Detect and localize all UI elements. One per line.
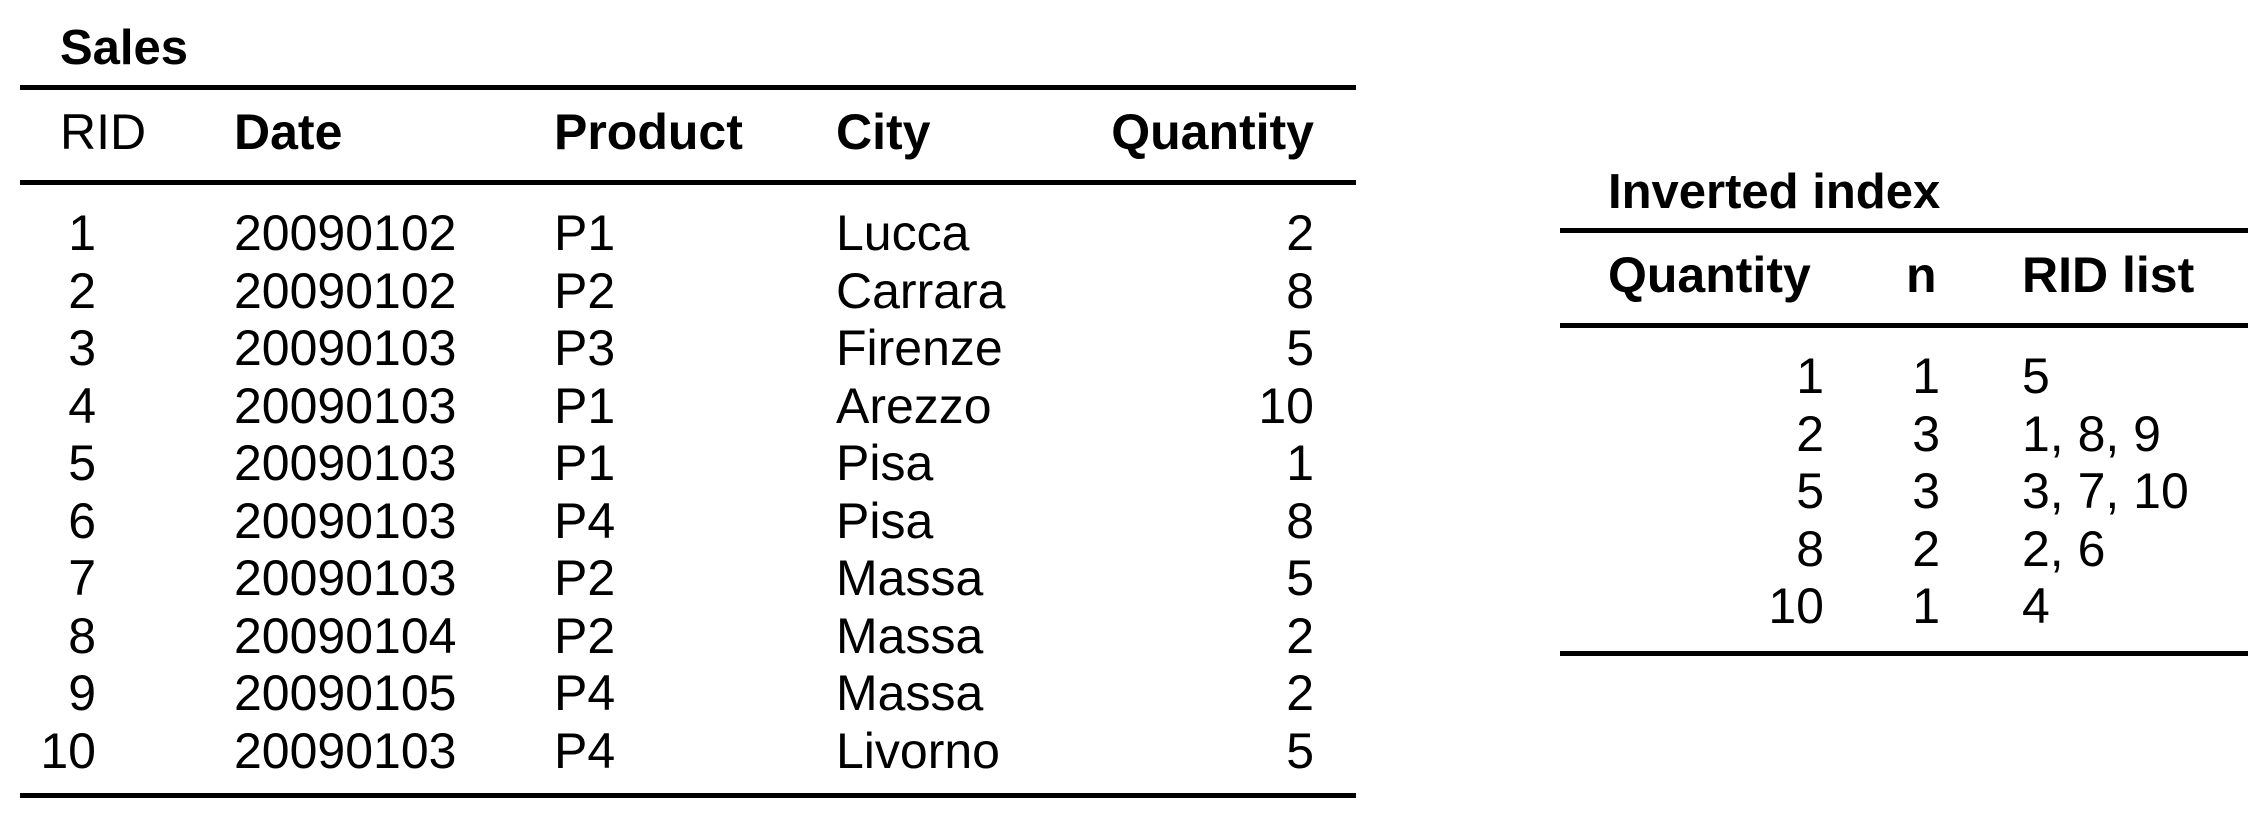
sales-table-row [0, 377, 1360, 437]
sales-header-date: Date [234, 104, 343, 160]
sales-table-row [0, 320, 1360, 379]
inverted-index-cell-rid-list: 2, 6 [2022, 520, 2106, 577]
inverted-index-cell-quantity: 10 [1768, 578, 1824, 634]
sales-cell-quantity: 8 [1286, 492, 1314, 549]
inverted-index-cell-quantity: 5 [1796, 463, 1824, 519]
sales-cell-product: P4 [554, 665, 616, 721]
sales-cell-quantity: 10 [1258, 377, 1314, 434]
inverted-index-row [1560, 405, 2262, 465]
sales-cell-date: 20090105 [234, 665, 457, 721]
sales-cell-product: P1 [554, 377, 616, 434]
sales-cell-quantity: 5 [1286, 320, 1314, 376]
sales-cell-city: Carrara [836, 262, 1006, 319]
inverted-index-table [1560, 0, 2262, 821]
sales-table-row [0, 205, 1360, 264]
inverted-index-cell-rid-list: 4 [2022, 578, 2050, 634]
inverted-index-cell-quantity: 1 [1796, 348, 1824, 404]
sales-cell-city: Pisa [836, 435, 934, 491]
sales-header-city: City [836, 104, 931, 160]
sales-cell-city: Massa [836, 550, 984, 606]
sales-cell-rid: 10 [40, 722, 96, 779]
sales-cell-rid: 2 [68, 262, 96, 319]
sales-table-row [0, 665, 1360, 724]
sales-cell-rid: 8 [68, 607, 96, 664]
sales-cell-city: Pisa [836, 492, 934, 549]
sales-cell-product: P4 [554, 722, 616, 779]
sales-table-row [0, 262, 1360, 322]
sales-cell-city: Massa [836, 607, 984, 664]
sales-cell-date: 20090103 [234, 435, 457, 491]
inverted-index-row [1560, 520, 2262, 580]
sales-table-row [0, 492, 1360, 552]
inverted-index-cell-rid-list: 5 [2022, 348, 2050, 404]
inverted-index-row [1560, 578, 2262, 637]
sales-cell-date: 20090103 [234, 377, 457, 434]
inverted-index-cell-rid-list: 3, 7, 10 [2022, 463, 2189, 519]
sales-cell-date: 20090103 [234, 722, 457, 779]
sales-cell-rid: 1 [68, 205, 96, 261]
sales-header-rule [20, 180, 1356, 185]
inverted-index-header-quantity: Quantity [1608, 247, 1811, 303]
inverted-index-header-rule [1560, 323, 2248, 328]
sales-cell-rid: 4 [68, 377, 96, 434]
sales-cell-date: 20090103 [234, 550, 457, 606]
sales-cell-product: P3 [554, 320, 616, 376]
sales-cell-quantity: 5 [1286, 550, 1314, 606]
sales-cell-quantity: 2 [1286, 607, 1314, 664]
inverted-index-cell-quantity: 8 [1796, 520, 1824, 577]
inverted-index-bottom-rule [1560, 651, 2248, 656]
sales-cell-date: 20090104 [234, 607, 457, 664]
sales-header-quantity: Quantity [1111, 104, 1314, 160]
sales-cell-rid: 9 [68, 665, 96, 721]
sales-cell-date: 20090103 [234, 492, 457, 549]
sales-cell-city: Lucca [836, 205, 970, 261]
inverted-index-header-n: n [1906, 247, 1937, 303]
sales-header-product: Product [554, 104, 743, 160]
sales-header-row [0, 104, 1360, 163]
sales-bottom-rule [20, 793, 1356, 798]
sales-cell-city: Firenze [836, 320, 1003, 376]
sales-cell-city: Massa [836, 665, 984, 721]
sales-table-row [0, 435, 1360, 494]
sales-cell-product: P2 [554, 550, 616, 606]
sales-cell-rid: 3 [68, 320, 96, 376]
inverted-index-title: Inverted index [1608, 165, 1941, 219]
sales-cell-city: Arezzo [836, 377, 992, 434]
sales-cell-quantity: 1 [1286, 435, 1314, 491]
sales-cell-quantity: 2 [1286, 205, 1314, 261]
sales-header-rid: RID [60, 104, 147, 160]
sales-table-row [0, 722, 1360, 782]
sales-cell-product: P4 [554, 492, 616, 549]
sales-cell-product: P2 [554, 607, 616, 664]
sales-cell-rid: 5 [68, 435, 96, 491]
inverted-index-cell-n: 3 [1912, 463, 1940, 519]
inverted-index-header-rid-list: RID list [2022, 247, 2195, 303]
sales-cell-date: 20090102 [234, 205, 457, 261]
sales-cell-quantity: 8 [1286, 262, 1314, 319]
sales-cell-product: P2 [554, 262, 616, 319]
sales-cell-quantity: 5 [1286, 722, 1314, 779]
inverted-index-cell-rid-list: 1, 8, 9 [2022, 405, 2161, 462]
sales-cell-rid: 7 [68, 550, 96, 606]
inverted-index-header-row [1560, 247, 2262, 306]
inverted-index-top-rule [1560, 228, 2248, 233]
sales-cell-date: 20090103 [234, 320, 457, 376]
inverted-index-cell-quantity: 2 [1796, 405, 1824, 462]
inverted-index-cell-n: 1 [1912, 578, 1940, 634]
sales-cell-product: P1 [554, 205, 616, 261]
sales-table-title: Sales [60, 21, 189, 75]
inverted-index-cell-n: 1 [1912, 348, 1940, 404]
sales-cell-product: P1 [554, 435, 616, 491]
sales-cell-rid: 6 [68, 492, 96, 549]
sales-cell-date: 20090102 [234, 262, 457, 319]
inverted-index-cell-n: 2 [1912, 520, 1940, 577]
sales-cell-quantity: 2 [1286, 665, 1314, 721]
sales-cell-city: Livorno [836, 722, 1000, 779]
sales-top-rule [20, 85, 1356, 90]
inverted-index-row [1560, 463, 2262, 522]
inverted-index-row [1560, 348, 2262, 407]
sales-table-row [0, 550, 1360, 609]
sales-table-row [0, 607, 1360, 667]
inverted-index-cell-n: 3 [1912, 405, 1940, 462]
